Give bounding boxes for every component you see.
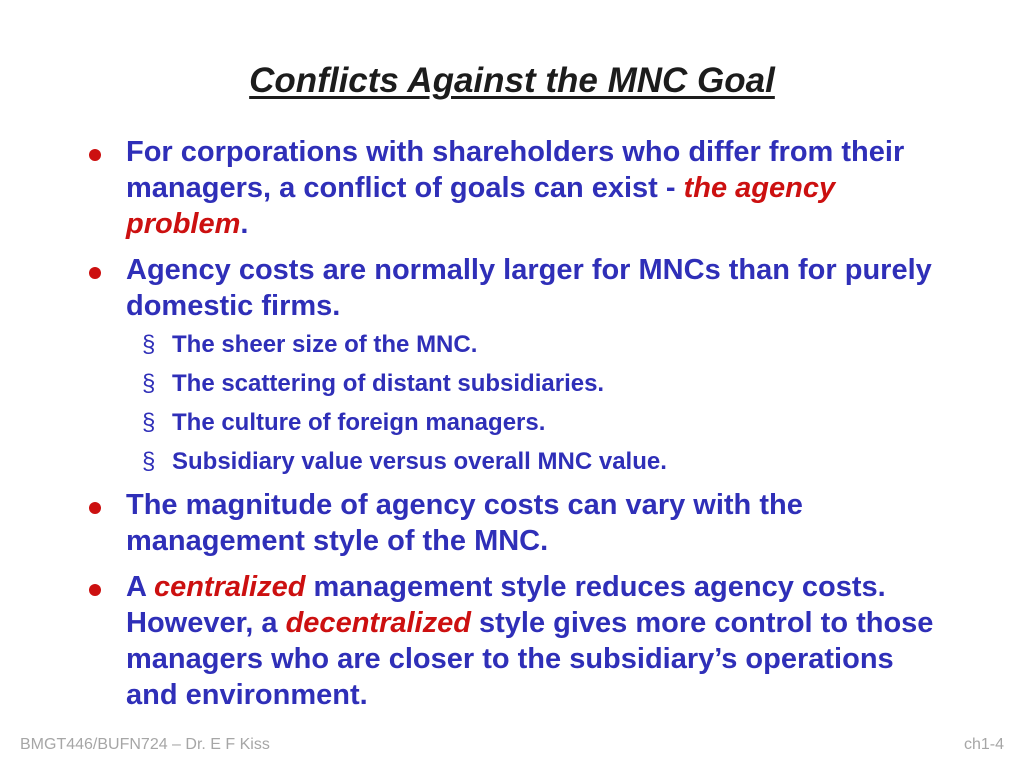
bullet-agency-problem (84, 134, 944, 242)
bullet-dot-icon (89, 267, 101, 279)
sub-item-subsidiary-value (126, 447, 944, 477)
bullet-text-end: . (240, 208, 249, 240)
bullet-dot-icon (89, 502, 101, 514)
sub-item-text: The sheer size of the MNC. (172, 331, 478, 358)
sub-item-text: The culture of foreign managers. (172, 409, 546, 436)
bullet-list (84, 134, 944, 723)
sub-item-text: The scattering of distant subsidiaries. (172, 370, 605, 397)
bullet-agency-costs (84, 252, 944, 477)
section-sign-icon: § (142, 409, 156, 436)
bullet-dot-icon (89, 584, 101, 596)
slide-title: Conflicts Against the MNC Goal (249, 61, 775, 100)
section-sign-icon: § (142, 331, 156, 358)
emphasis-centralized: centralized (153, 571, 306, 603)
bullet-centralized (84, 569, 944, 713)
bullet-text: A (126, 571, 154, 603)
bullet-dot-icon (89, 149, 101, 161)
section-sign-icon: § (142, 448, 156, 475)
emphasis-decentralized: decentralized (285, 607, 471, 639)
bullet-text: style gives more control to those managers who are closer to the subsidiary’s operations and environment. (126, 607, 934, 711)
bullet-text: Agency costs are normally larger for MNCs than for purely domestic firms. (126, 254, 932, 322)
bullet-text: management style reduces agency costs. However, a (126, 571, 886, 639)
sub-item-culture (126, 408, 944, 438)
bullet-text: The magnitude of agency costs can vary with the management style of the MNC. (126, 489, 803, 557)
footer-slide-number: ch1-4 (963, 736, 1004, 753)
emphasis-agency-problem: the agency problem (126, 172, 836, 240)
footer-course: BMGT446/BUFN724 – Dr. E F Kiss (20, 736, 270, 753)
sub-item-scattering (126, 369, 944, 399)
sub-item-size (126, 330, 944, 360)
bullet-management-style (84, 487, 944, 559)
bullet-text: For corporations with shareholders who differ from their managers, a conflict of goals can exist - (126, 136, 905, 204)
sub-bullet-list (126, 330, 944, 477)
sub-item-text: Subsidiary value versus overall MNC value. (172, 448, 667, 475)
section-sign-icon: § (142, 370, 156, 397)
